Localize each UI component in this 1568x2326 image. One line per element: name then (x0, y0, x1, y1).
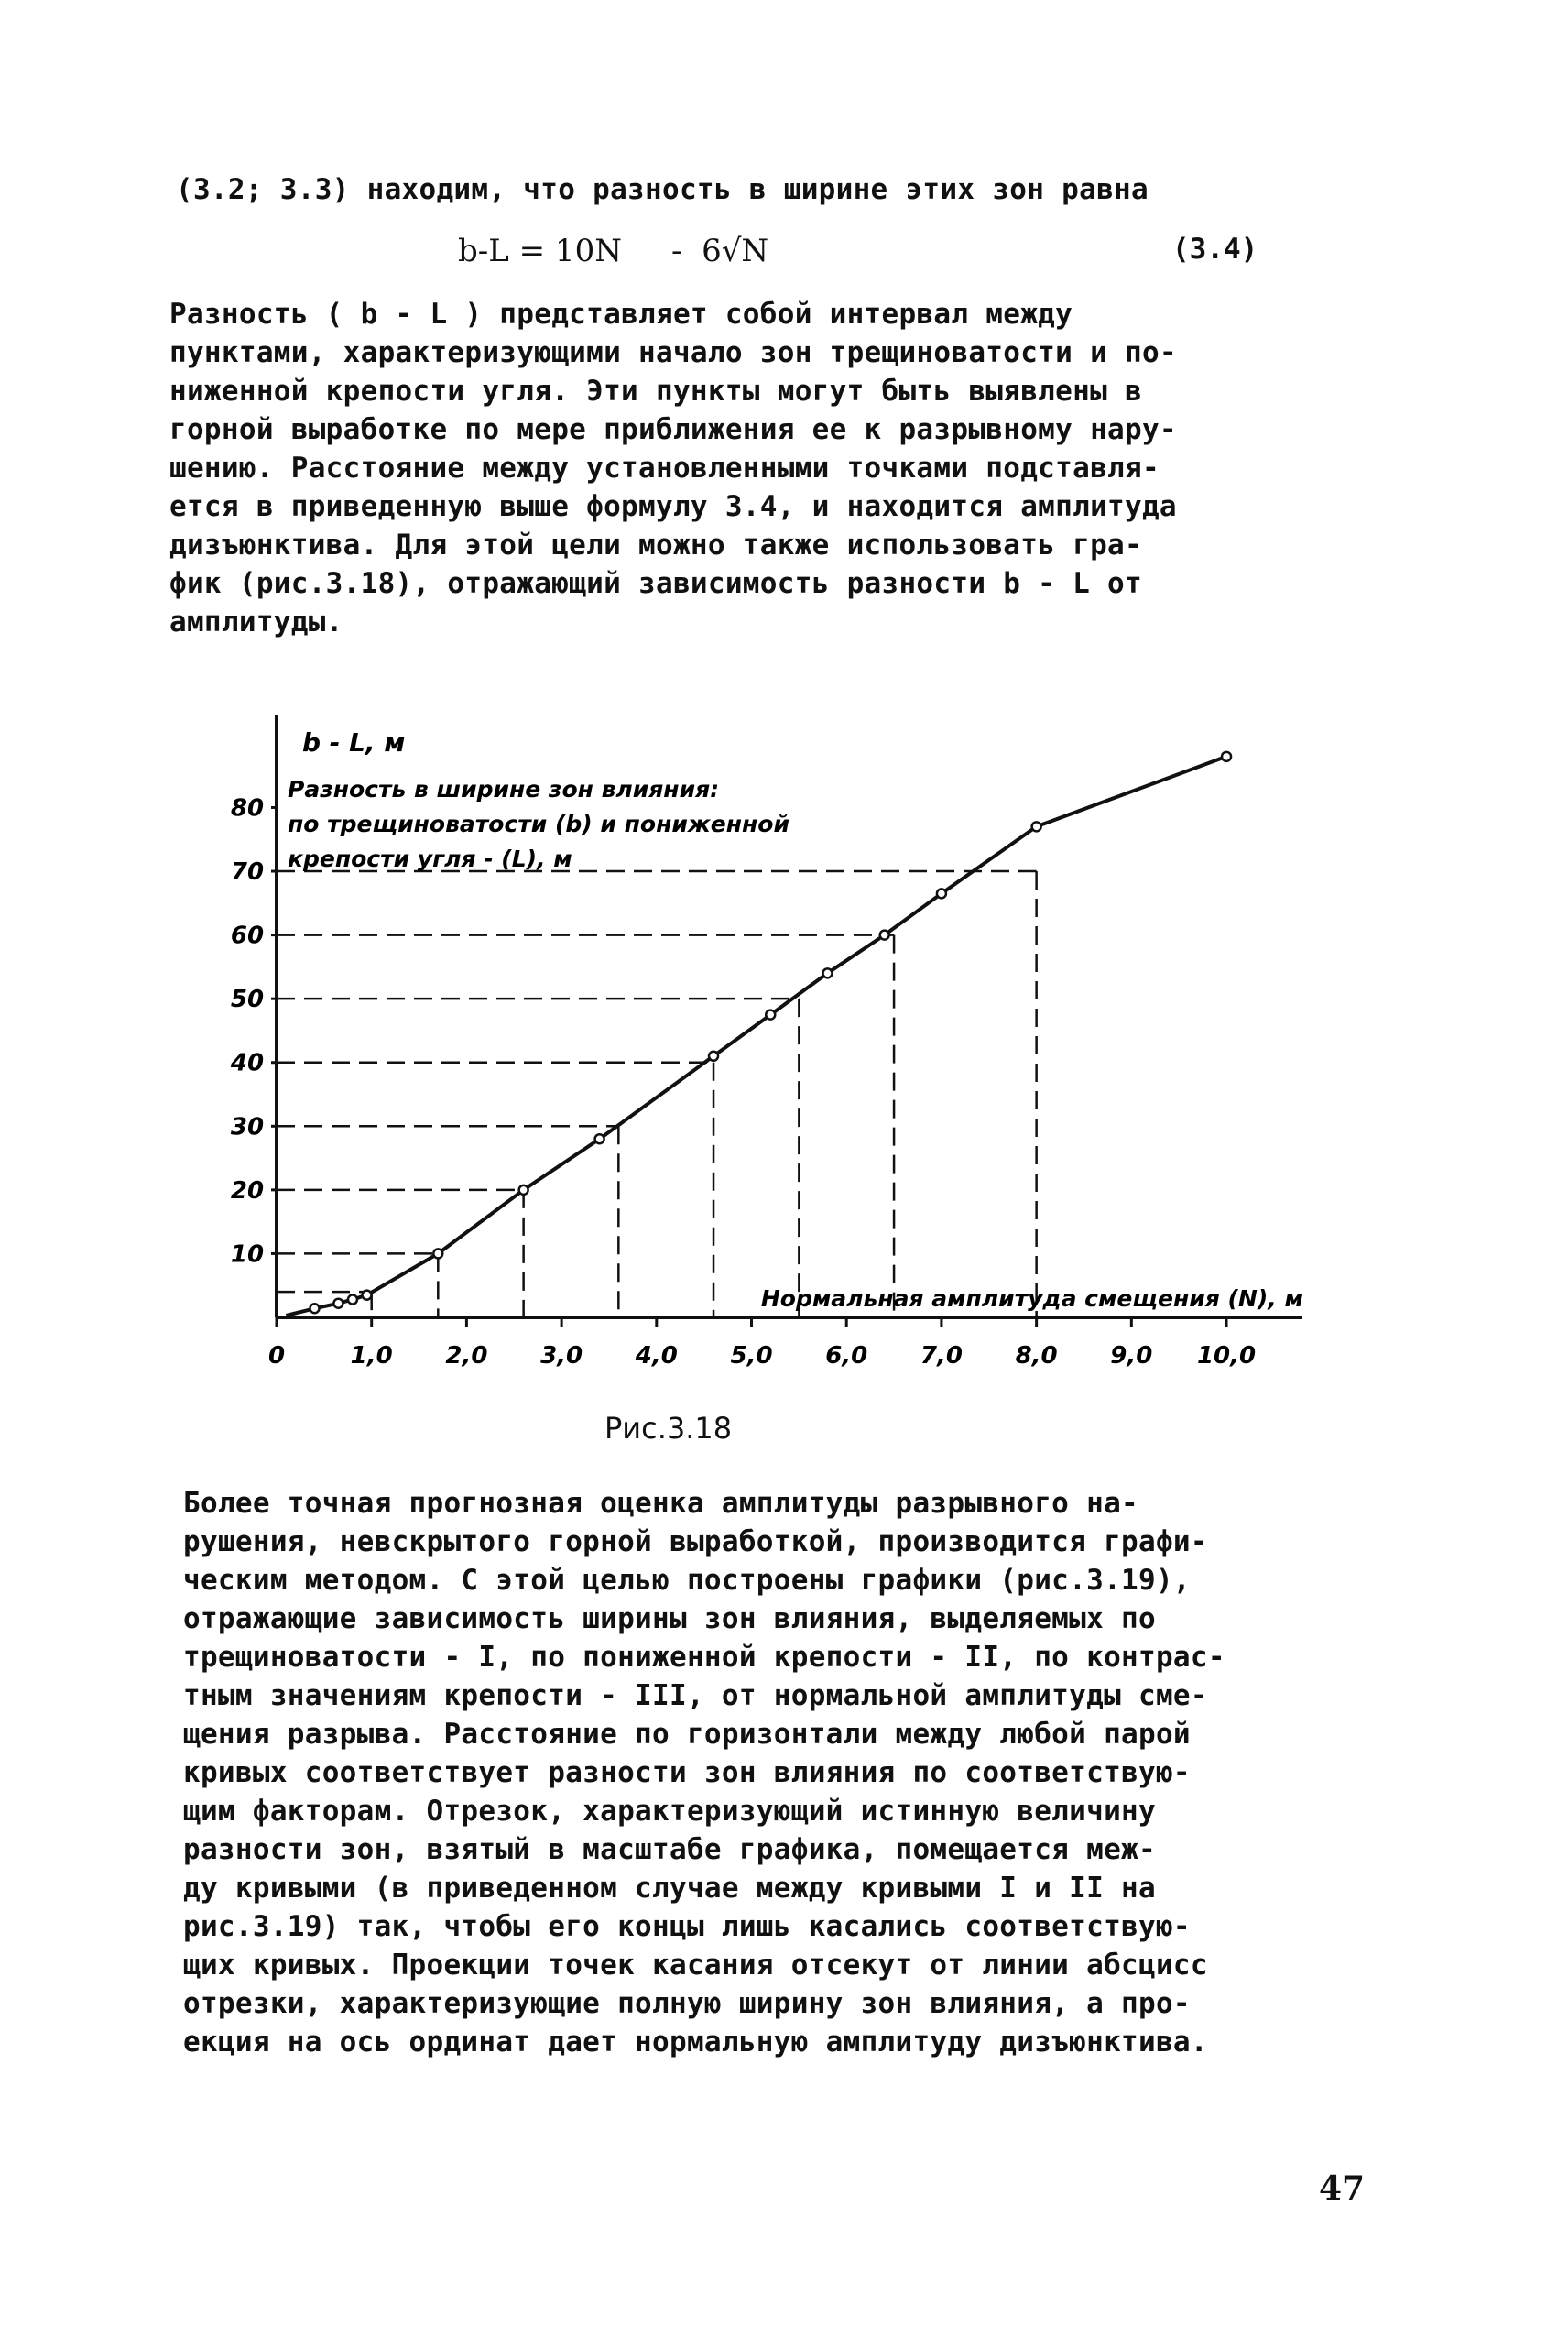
data-point-9 (822, 968, 832, 977)
x-tick-9,0: 9,0 (1110, 1342, 1153, 1370)
x-tick-1,0: 1,0 (350, 1342, 393, 1370)
data-point-13 (1222, 752, 1231, 761)
data-point-0 (310, 1304, 319, 1313)
x-tick-3,0: 3,0 (540, 1342, 583, 1370)
y-tick-80: 80 (230, 794, 265, 823)
data-point-12 (1032, 822, 1041, 831)
y-tick-60: 60 (230, 922, 265, 950)
y-tick-70: 70 (230, 858, 265, 887)
paragraph-2: Более точная прогнозная оценка амплитуды разрывного на- рушения, невскрытого горной выработкой, производится графи- ческим методом. С этой целью построены графики (рис.3.19), отражающие зависимость ширины зон влияния, выделяемых по трещиноватости - I, по пониженной крепости - II, по контрас- тным значениям крепости - III, от нормальной амплитуды сме- щения разрыва. Расстояние по горизонтали между любой парой кривых соответствует разности зон влияния по соответствую- щим факторам. Отрезок, характеризующий истинную величину разности зон, взятый в масштабе графика, помещается меж- ду кривыми (в приведенном случае между кривыми I и II на рис.3.19) так, чтобы его концы лишь касались соответствую- щих кривых. Проекции точек касания отсекут от линии абсцисс отрезки, характеризующие полную ширину зон влияния, а про- екция на ось ординат дает нормальную амплитуду дизъюнктива. (183, 1487, 1225, 2058)
x-tick-4,0: 4,0 (635, 1342, 678, 1370)
figure-caption: Рис.3.18 (604, 1411, 733, 1446)
x-tick-0: 0 (267, 1342, 286, 1370)
data-point-10 (880, 931, 889, 940)
x-tick-10,0: 10,0 (1196, 1342, 1257, 1370)
chart-title (288, 776, 789, 872)
figure-3-18-chart (220, 705, 1319, 1383)
page-number: 47 (1319, 2169, 1366, 2208)
data-point-3 (363, 1291, 372, 1300)
x-tick-5,0: 5,0 (730, 1342, 773, 1370)
formula-number: (3.4) (1172, 233, 1258, 266)
x-tick-2,0: 2,0 (445, 1342, 488, 1370)
data-point-7 (709, 1052, 718, 1061)
y-tick-40: 40 (230, 1049, 265, 1077)
formula-minus: - (671, 233, 682, 269)
data-point-6 (595, 1134, 604, 1143)
chart-title-line-2: по трещиноватости (b) и пониженной (288, 811, 789, 837)
y-tick-20: 20 (230, 1176, 265, 1205)
y-tick-50: 50 (230, 986, 265, 1014)
x-tick-labels (268, 1317, 1256, 1370)
formula-expression (458, 233, 768, 269)
x-tick-6,0: 6,0 (825, 1342, 868, 1370)
x-axis-label: Нормальная амплитуда смещения (N), м (760, 1285, 1303, 1312)
formula-rhs: 6√N (702, 233, 769, 269)
y-tick-30: 30 (230, 1113, 265, 1141)
formula-lhs: b-L = 10N (458, 233, 622, 269)
data-point-5 (519, 1185, 528, 1195)
x-tick-8,0: 8,0 (1015, 1342, 1058, 1370)
series-line (286, 757, 1226, 1316)
y-tick-10: 10 (230, 1240, 265, 1269)
x-tick-7,0: 7,0 (920, 1342, 963, 1370)
intro-line: (3.2; 3.3) находим, что разность в ширине этих зон равна (176, 173, 1149, 206)
data-point-4 (433, 1249, 442, 1258)
data-point-1 (333, 1299, 343, 1308)
data-point-11 (937, 889, 946, 898)
data-point-2 (348, 1295, 357, 1305)
chart-guides (277, 871, 1037, 1317)
chart-title-line-1: Разность в ширине зон влияния: (288, 776, 720, 803)
y-tick-labels (230, 794, 277, 1268)
y-axis-label: b - L, м (302, 727, 406, 758)
data-point-8 (766, 1010, 775, 1020)
paragraph-1: Разность ( b - L ) представляет собой интервал между пунктами, характеризующими начало зон трещиноватости и по- ниженной крепости угля. Эти пункты могут быть выявлены в горной выработке по мере приближения ее к разрывному нару- шению. Расстояние между установленными точками подставля- ется в приведенную выше формулу 3.4, и находится амплитуда дизъюнктива. Для этой цели можно также использовать гра- фик (рис.3.18), отражающий зависимость разности b - L от амплитуды. (169, 298, 1177, 639)
chart-title-line-3: крепости угля - (L), м (288, 846, 572, 872)
